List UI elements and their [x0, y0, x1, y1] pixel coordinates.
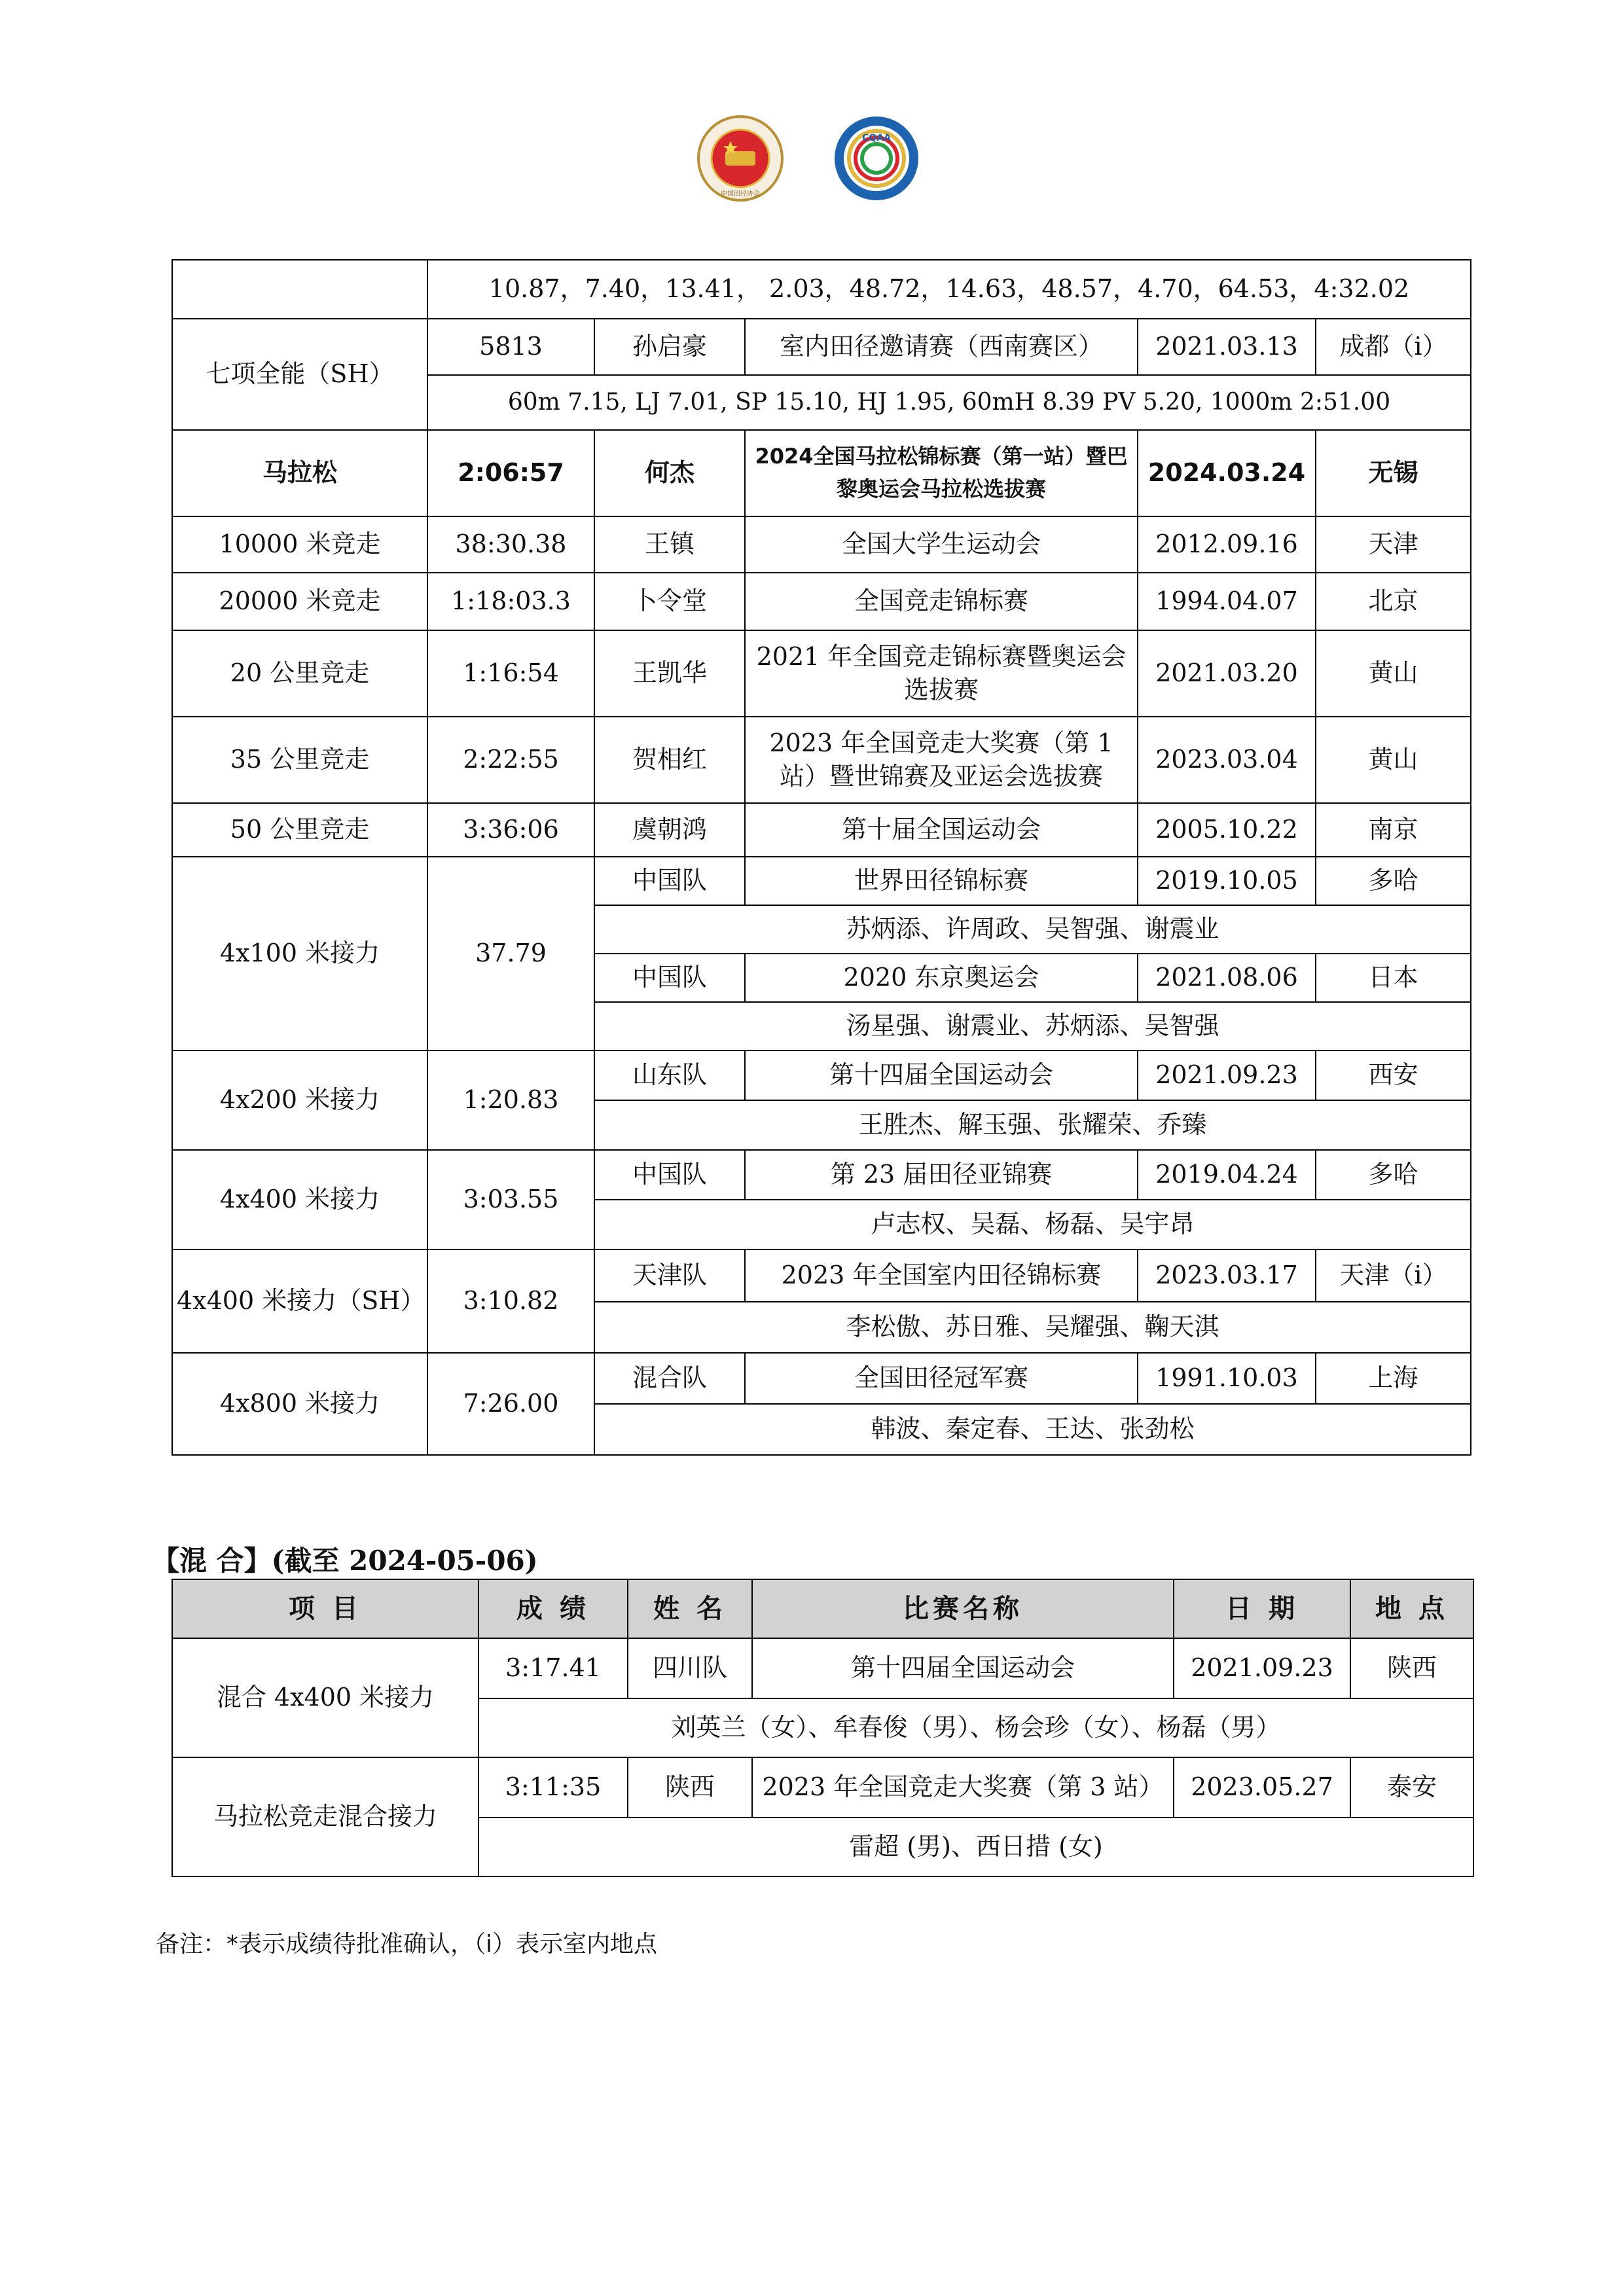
table-row [172, 1050, 1471, 1100]
competition: 全国竞走锦标赛 [745, 573, 1138, 630]
column-header: 姓 名 [628, 1579, 752, 1638]
event-name: 4x400 米接力（SH） [172, 1249, 427, 1353]
venue: 无锡 [1316, 430, 1471, 516]
competition: 第十届全国运动会 [745, 803, 1138, 857]
event-name: 混合 4x400 米接力 [172, 1638, 478, 1757]
table-row [172, 630, 1471, 717]
team: 山东队 [594, 1050, 745, 1100]
date: 2005.10.22 [1138, 803, 1316, 857]
table-row [172, 717, 1471, 803]
date: 2021.03.20 [1138, 630, 1316, 717]
date: 2021.03.13 [1138, 319, 1316, 375]
event-name: 50 公里竞走 [172, 803, 427, 857]
competition: 2024全国马拉松锦标赛（第一站）暨巴黎奥运会马拉松选拔赛 [745, 430, 1138, 516]
athlete: 王镇 [594, 516, 745, 573]
date: 2012.09.16 [1138, 516, 1316, 573]
event-name: 七项全能（SH） [172, 319, 427, 430]
venue: 西安 [1316, 1050, 1471, 1100]
result: 3:03.55 [427, 1150, 594, 1249]
date: 1991.10.03 [1138, 1353, 1316, 1404]
mixed-date-note: (截至 2024-05-06) [271, 1545, 538, 1577]
team: 混合队 [594, 1353, 745, 1404]
column-header: 地 点 [1350, 1579, 1473, 1638]
mixed-records-table [171, 1579, 1474, 1877]
result: 3:36:06 [427, 803, 594, 857]
venue: 多哈 [1316, 857, 1471, 905]
competition: 第十四届全国运动会 [745, 1050, 1138, 1100]
team: 中国队 [594, 954, 745, 1002]
table-row [172, 803, 1471, 857]
cqaa-logo [833, 115, 920, 202]
date: 2021.09.23 [1174, 1638, 1350, 1698]
event-name: 马拉松 [172, 430, 427, 516]
competition: 2023 年全国室内田径锦标赛 [745, 1249, 1138, 1302]
athlete: 王凯华 [594, 630, 745, 717]
team: 中国队 [594, 1150, 745, 1200]
relay-members: 王胜杰、解玉强、张耀荣、乔臻 [594, 1100, 1471, 1150]
venue: 泰安 [1350, 1757, 1473, 1818]
athlete: 贺相红 [594, 717, 745, 803]
result: 38:30.38 [427, 516, 594, 573]
event-name: 10000 米竞走 [172, 516, 427, 573]
svg-text:CQAA: CQAA [862, 133, 891, 143]
column-header: 比赛名称 [752, 1579, 1174, 1638]
athlete: 陕西 [628, 1757, 752, 1818]
venue: 黄山 [1316, 717, 1471, 803]
relay-members: 苏炳添、许周政、吴智强、谢震业 [594, 905, 1471, 954]
chinese-athletics-association-logo [696, 115, 784, 202]
svg-text:中国田径协会: 中国田径协会 [721, 190, 760, 198]
table-row [172, 857, 1471, 905]
result: 1:18:03.3 [427, 573, 594, 630]
venue: 黄山 [1316, 630, 1471, 717]
athlete: 四川队 [628, 1638, 752, 1698]
competition: 2021 年全国竞走锦标赛暨奥运会选拔赛 [745, 630, 1138, 717]
venue: 天津 [1316, 516, 1471, 573]
result: 1:16:54 [427, 630, 594, 717]
table-row [172, 516, 1471, 573]
table-row [172, 1249, 1471, 1302]
venue: 天津（i） [1316, 1249, 1471, 1302]
mixed-title: 【混 合】 [152, 1545, 272, 1577]
competition: 全国田径冠军赛 [745, 1353, 1138, 1404]
date: 2023.05.27 [1174, 1757, 1350, 1818]
table-row [172, 430, 1471, 516]
date: 2019.04.24 [1138, 1150, 1316, 1200]
team: 天津队 [594, 1249, 745, 1302]
competition: 全国大学生运动会 [745, 516, 1138, 573]
venue: 多哈 [1316, 1150, 1471, 1200]
date: 2023.03.04 [1138, 717, 1316, 803]
table-header-row [172, 1579, 1473, 1638]
logo-bar [0, 115, 1624, 206]
column-header: 日 期 [1174, 1579, 1350, 1638]
event-name: 4x800 米接力 [172, 1353, 427, 1455]
athlete: 虞朝鸿 [594, 803, 745, 857]
competition: 2023 年全国竞走大奖赛（第 1 站）暨世锦赛及亚运会选拔赛 [745, 717, 1138, 803]
event-name: 35 公里竞走 [172, 717, 427, 803]
date: 2021.08.06 [1138, 954, 1316, 1002]
relay-members: 韩波、秦定春、王达、张劲松 [594, 1404, 1471, 1455]
result: 1:20.83 [427, 1050, 594, 1150]
athlete: 孙启豪 [594, 319, 745, 375]
competition: 2023 年全国竞走大奖赛（第 3 站） [752, 1757, 1174, 1818]
result: 37.79 [427, 857, 594, 1050]
date: 1994.04.07 [1138, 573, 1316, 630]
competition: 2020 东京奥运会 [745, 954, 1138, 1002]
competition: 第十四届全国运动会 [752, 1638, 1174, 1698]
venue: 上海 [1316, 1353, 1471, 1404]
table-row [172, 260, 1471, 319]
column-header: 成 绩 [478, 1579, 628, 1638]
result: 3:11:35 [478, 1757, 628, 1818]
competition: 第 23 届田径亚锦赛 [745, 1150, 1138, 1200]
table-row [172, 573, 1471, 630]
event-name: 4x200 米接力 [172, 1050, 427, 1150]
relay-members: 李松傲、苏日雅、吴耀强、鞠天淇 [594, 1302, 1471, 1353]
relay-members: 汤星强、谢震业、苏炳添、吴智强 [594, 1002, 1471, 1050]
date: 2021.09.23 [1138, 1050, 1316, 1100]
result: 5813 [427, 319, 594, 375]
table-row [172, 1353, 1471, 1404]
table-row [172, 1757, 1473, 1818]
column-header: 项 目 [172, 1579, 478, 1638]
event-name: 20 公里竞走 [172, 630, 427, 717]
venue: 成都（i） [1316, 319, 1471, 375]
result: 7:26.00 [427, 1353, 594, 1455]
decathlon-splits: 10.87，7.40，13.41， 2.03，48.72，14.63，48.57，4.70，64.53，4:32.02 [427, 260, 1471, 319]
relay-members: 雷超 (男)、西日措 (女) [478, 1818, 1473, 1876]
date: 2019.10.05 [1138, 857, 1316, 905]
heptathlon-splits: 60m 7.15, LJ 7.01, SP 15.10, HJ 1.95, 60mH 8.39 PV 5.20, 1000m 2:51.00 [427, 375, 1471, 430]
date: 2024.03.24 [1138, 430, 1316, 516]
footnote: 备注：*表示成绩待批准确认，（i）表示室内地点 [156, 1931, 658, 1958]
relay-members: 卢志权、吴磊、杨磊、吴宇昂 [594, 1200, 1471, 1249]
result: 3:17.41 [478, 1638, 628, 1698]
venue: 日本 [1316, 954, 1471, 1002]
event-name: 4x100 米接力 [172, 857, 427, 1050]
table-row [172, 319, 1471, 375]
date: 2023.03.17 [1138, 1249, 1316, 1302]
result: 2:22:55 [427, 717, 594, 803]
result: 3:10.82 [427, 1249, 594, 1353]
table-row [172, 1638, 1473, 1698]
team: 中国队 [594, 857, 745, 905]
competition: 世界田径锦标赛 [745, 857, 1138, 905]
venue: 南京 [1316, 803, 1471, 857]
relay-members: 刘英兰（女）、牟春俊（男）、杨会珍（女）、杨磊（男） [478, 1698, 1473, 1757]
competition: 室内田径邀请赛（西南赛区） [745, 319, 1138, 375]
athlete: 何杰 [594, 430, 745, 516]
event-name: 马拉松竞走混合接力 [172, 1757, 478, 1876]
event-name: 4x400 米接力 [172, 1150, 427, 1249]
venue: 陕西 [1350, 1638, 1473, 1698]
venue: 北京 [1316, 573, 1471, 630]
event-name: 20000 米竞走 [172, 573, 427, 630]
records-table [171, 259, 1471, 1456]
mixed-section-title [152, 1539, 538, 1579]
table-row [172, 1150, 1471, 1200]
result: 2:06:57 [427, 430, 594, 516]
athlete: 卜令堂 [594, 573, 745, 630]
